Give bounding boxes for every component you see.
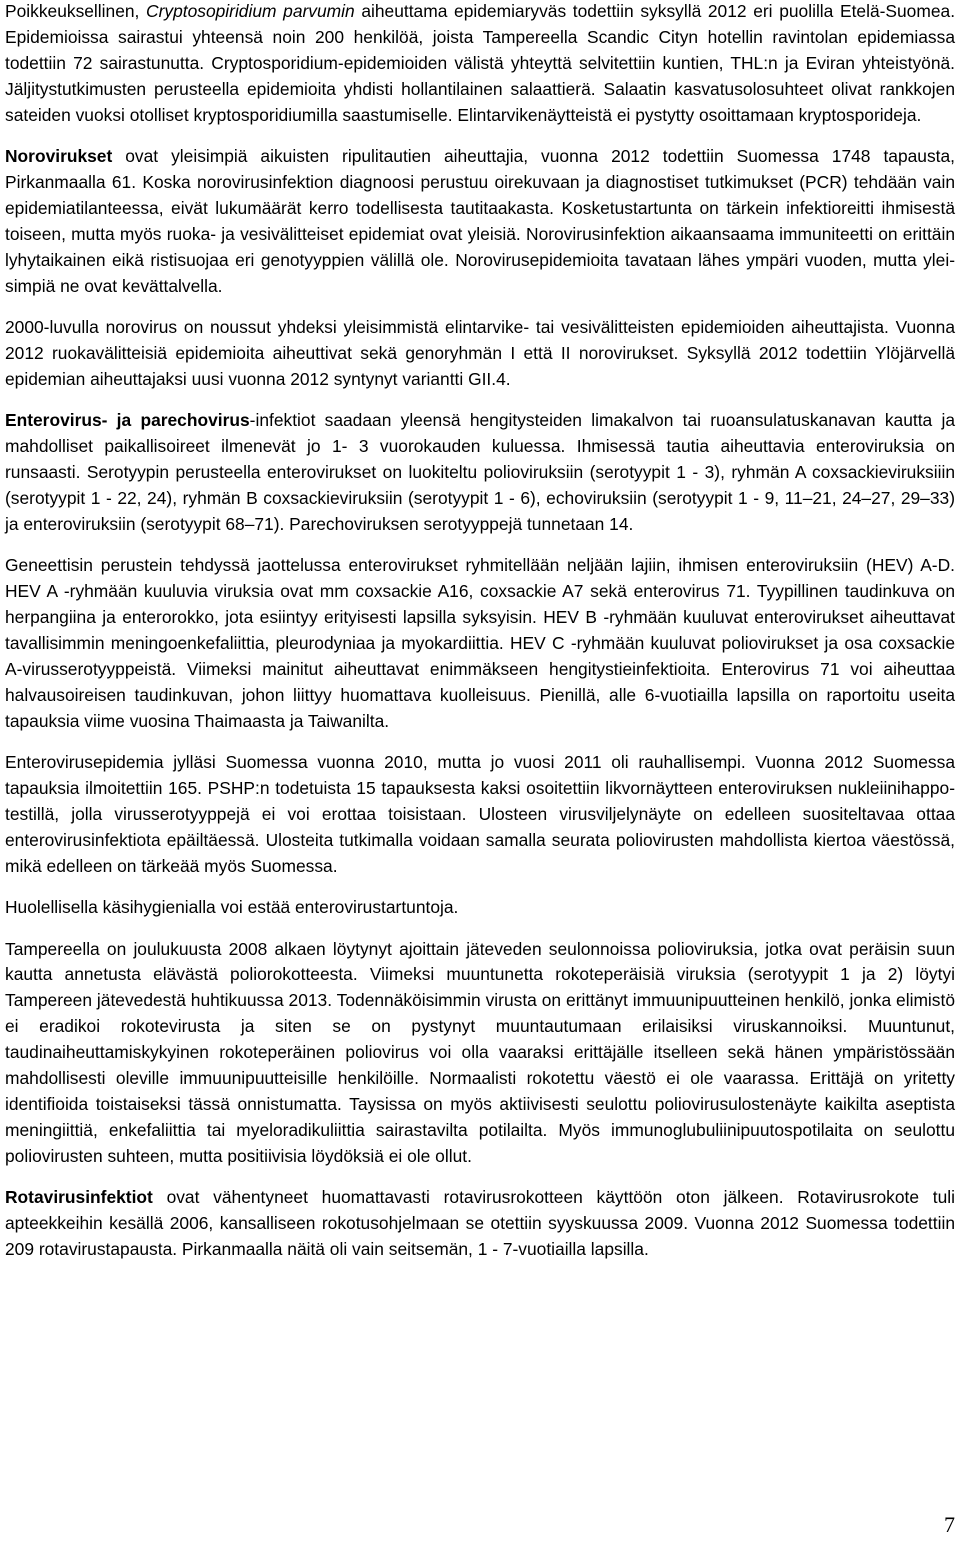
paragraph-body-text: -infektiot saadaan yleensä hengitysteiden limakalvon tai ruoansulatuskanavan kautta ja mahdolliset paikallisoireet ilmenevät jo 1- 3 vuorokauden kuluessa. Ihmisessä tautia aiheuttavia enteroviruksia on runsaasti. Serotyypin perusteella enterovirukset on luokiteltu polioviruksiin (serotyypit 1 - 3), ryhmän A coxsackieviruksiiin (serotyypit 1 - 22, 24), ryhmän B coxsackieviruksiin (serotyypit 1 - 6), echoviruksiin (serotyypit 1 - 9, 11–21, 24–27, 29–33) ja enteroviruksiin (serotyypit 68–71). Parechoviruksen serotyyppejä tunnetaan 14. (5, 410, 955, 534)
paragraph-intro-text: Poikkeuksellinen, (5, 1, 147, 21)
paragraph-norovirus (5, 144, 955, 299)
paragraph-cryptosporidium (5, 0, 955, 129)
paragraph-poliovirus (5, 937, 955, 1170)
paragraph-lead-term: Enterovirus- ja parechovirus (5, 410, 250, 431)
paragraph-body-text: aiheuttama epidemiaryväs todettiin syksyllä 2012 eri puolilla Etelä-Suomea. Epidemioissa sairastui yhteensä noin 200 henkilöä, joista Tampereella Scandic Cityn hotellin ravintolan epidemiassa todettiin 72 sairastunutta. Cryptosporidium-epidemioiden välistä yhteyttä selvitettiin kuntien, THL:n ja Eviran yhteistyönä. Jäljitystutkimusten perusteella epidemioita yhdisti hollantilainen salaattierä. Salaatin kasvatusolosuhteet olivat rankkojen sateiden vuoksi otolliset kryptosporidiumilla saastumiselle. Elintarvikenäytteistä ei pystytty osoittamaan kryptosporideja. (5, 1, 956, 125)
paragraph-lead-term: Rotavirusinfektiot (5, 1187, 153, 1208)
paragraph-body-text: Enterovirusepidemia jylläsi Suomessa vuonna 2010, mutta jo vuosi 2011 oli rauhallisempi. Vuonna 2012 Suomessa tapauksia ilmoitettiin 165. PSHP:n todetuista 15 tapauksesta kaksi osoitettiin likvornäytteen enteroviruksen nukleiinihappo-testillä, jolla virusserotyyppejä ei voi erottaa toisistaan. Ulosteen virusviljelynäyte on edelleen suositeltavaa ottaa enterovirusinfektiota epäiltäessä. Ulosteita tutkimalla voidaan samalla seurata poliovirusten mahdollista kiertoa väestössä, mikä edelleen on tärkeää myös Suomessa. (5, 752, 955, 876)
paragraph-body-text: ovat vähentyneet huomattavasti rotavirusrokotteen käyttöön oton jälkeen. Rotavirusrokote tuli apteekkeihin kesällä 2006, kansalliseen rokotusohjelmaan se otettiin syyskuussa 2009. Vuonna 2012 Suomessa todettiin 209 rotavirustapausta. Pirkanmaalla näitä oli vain seitsemän, 1 - 7-vuotiailla lapsilla. (5, 1187, 955, 1259)
paragraph-body-text: Tampereella on joulukuusta 2008 alkaen löytynyt ajoittain jäteveden seulonnoissa polioviruksia, jotka ovat peräisin suun kautta annetusta elävästä poliorokotteesta. Viimeksi muuntunetta rokoteperäisiä viruksia (serotyypit 1 ja 2) löytyi Tampereen jätevedestä huhtikuussa 2013. Todennäköisimmin virusta on erittänyt immuunipuutteinen henkilö, jonka elimistö ei eradikoi rokotevirusta ja siten se on pystynyt muuntautumaan erilaisiksi viruskannoiksi. Muuntunut, taudinaiheuttamiskykyinen rokoteperäinen poliovirus voi olla vaaraksi erittäjälle itselleen sekä hänen ympäristössään mahdollisesti oleville immuunipuutteisille henkilöille. Normaalisti rokotettu väestö ei ole vaarassa. Erittäjä on yritetty identifioida toistaiseksi tässä onnistumatta. Taysissa on myös aktiivisesti seulottu poliovirusulostenäyte kaikilta aseptista meningiittiä, enkefaliittia tai myeloradikuliittia sairastavilta potilailta. Myös immunoglubuliinipuutospotilaita on seulottu poliovirusten suhteen, mutta positiivisia löydöksiä ei ole ollut. (5, 938, 955, 1166)
paragraph-body-text: Geneettisin perustein tehdyssä jaottelussa enterovirukset ryhmitellään neljään lajiin, ihmisen enteroviruksiin (HEV) A-D. HEV A -ryhmään kuuluvia viruksia ovat mm coxsackie A16, coxsackie A7 sekä enterovirus 71. Tyypillinen taudinkuva on herpangiina ja enterorokko, jota esiintyy erityisesti lapsilla syksyisin. HEV B -ryhmään kuuluvat enterovirukset aiheuttavat tavallisimmin meningoenkefaliittia, pleurodyniaa ja myokardiittia. HEV C -ryhmään kuuluvat poliovirukset ja osa coxsackie A-virusserotyyppeistä. Viimeksi mainitut aiheuttavat enimmäkseen hengitystieinfektioita. Enterovirus 71 voi aiheuttaa halvausoireisen taudinkuvan, johon liittyy huomattava kuolleisuus. Pienillä, alle 6-vuotiailla lapsilla on raportoitu useita tapauksia viime vuosina Thaimaasta ja Taiwanilta. (5, 555, 955, 731)
paragraph-enterovirus (5, 408, 955, 538)
paragraph-enterovirus-genetic (5, 553, 955, 734)
paragraph-body-text: Huolellisella käsihygienialla voi estää enterovirustartuntoja. (5, 897, 459, 918)
pathogen-name-italic: Cryptosopiridium parvumin (146, 1, 355, 21)
paragraph-lead-term: Norovirukset (5, 146, 113, 167)
paragraph-norovirus-2000s (5, 315, 955, 393)
paragraph-rotavirus (5, 1185, 955, 1263)
page-number: 7 (944, 1512, 955, 1537)
paragraph-hand-hygiene (5, 895, 955, 921)
paragraph-body-text: 2000-luvulla norovirus on noussut yhdeksi yleisimmistä elintarvike- tai vesivälitteisten epidemioiden aiheuttajista. Vuonna 2012 ruokavälitteisiä epidemioita aiheuttivat sekä genoryhmän I että II norovirukset. Syksyllä 2012 todettiin Ylöjärvellä epidemian aiheuttajaksi uusi vuonna 2012 syntynyt variantti GII.4. (5, 316, 955, 389)
document-page (5, 0, 955, 1278)
paragraph-enterovirus-epidemic (5, 750, 955, 880)
paragraph-body-text: ovat yleisimpiä aikuisten ripulitautien aiheuttajia, vuonna 2012 todettiin Suomessa 1748 tapausta, Pirkanmaalla 61. Koska norovirusinfektion diagnoosi perustuu oirekuvaan ja diagnostiset tutkimukset (PCR) tehdään vain epidemiatilanteessa, eivät lukumäärät kerro todellisesta tautitaakasta. Kosketustartunta on tärkein infektioreitti ihmisestä toiseen, mutta myös ruoka- ja vesivälitteiset epidemiat ovat yleisiä. Norovirusinfektion aikaansaama immuniteetti on erittäin lyhytaikainen eikä ristisuojaa eri genotyyppien välillä ole. Norovirusepidemioita tavataan lähes ympäri vuoden, mutta yleisimpiä ne ovat kevättalvella. (5, 146, 955, 296)
